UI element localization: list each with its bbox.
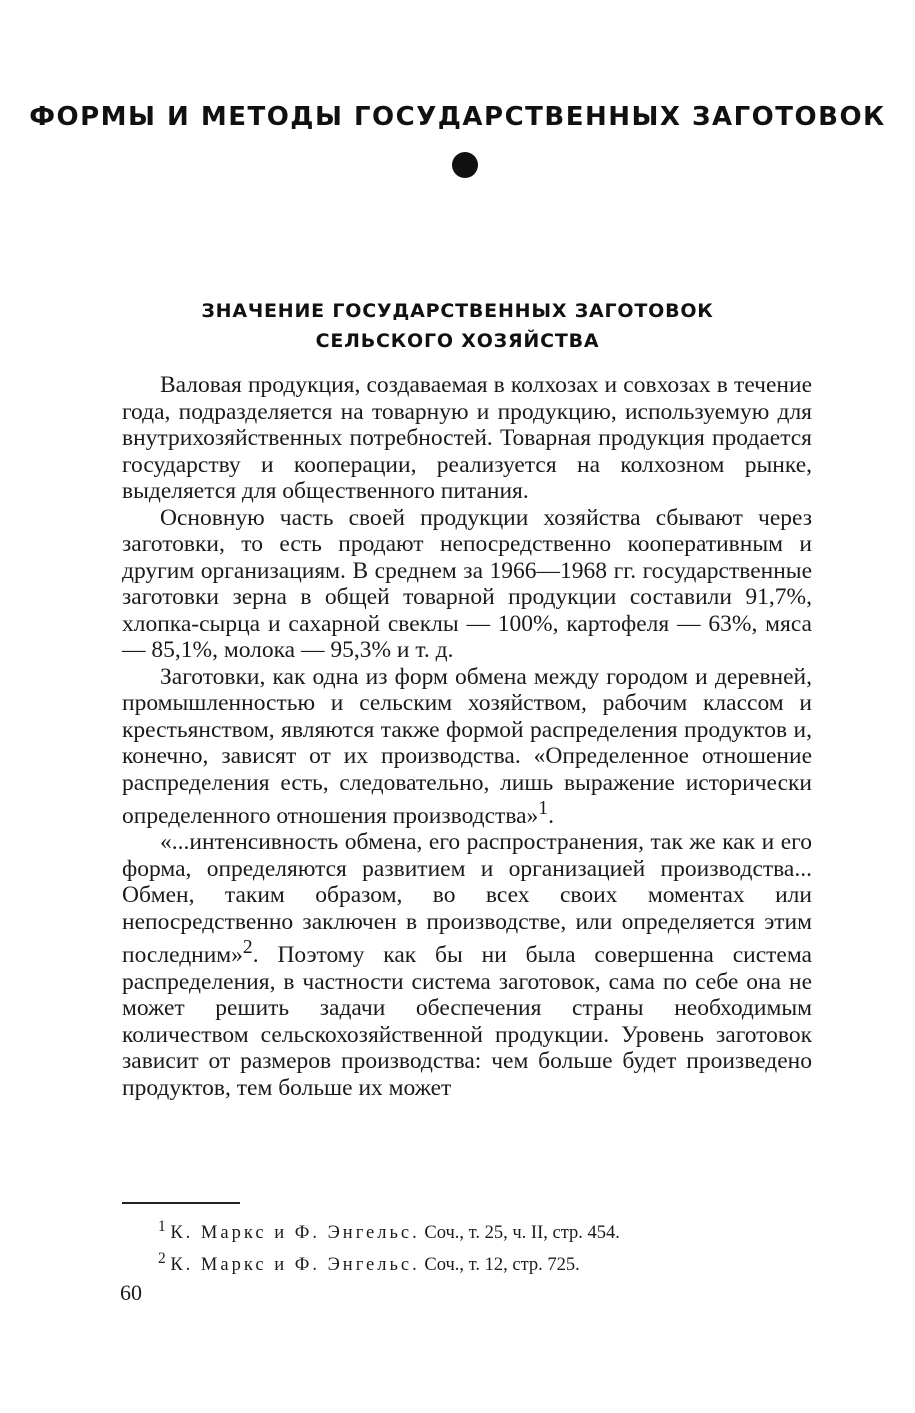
- page-number: 60: [120, 1280, 142, 1305]
- footnote-ref: 1: [538, 798, 549, 819]
- footnote-source: Соч., т. 12, стр. 725.: [424, 1255, 580, 1276]
- footnotes: [158, 1214, 620, 1278]
- paragraph-text: Основную часть своей продукции хозяйства сбывают через заготовки, то есть продают непосредственно кооперативным и другим организациям. В среднем за 1966—1968 гг. государственные заготовки зерна в общей товарной продукции составили 91,7%, хлопка-сырца и сахарной свеклы — 100%, картофеля — 63%, мяса — 85,1%, молока — 95,3% и т. д.: [122, 504, 812, 663]
- section-title-line-1: ЗНАЧЕНИЕ ГОСУДАРСТВЕННЫХ ЗАГОТОВОК: [201, 300, 714, 322]
- paragraph-text: «...интенсивность обмена, его распространения, так же как и его форма, определяются развитием и организацией производства... Обмен, таким образом, во всех своих моментах или непосредственно заключен в производстве, или определяется этим последним»: [122, 829, 812, 969]
- footnote-mark: 1: [158, 1218, 166, 1235]
- footnote-author: К. Маркс и Ф. Энгельс.: [170, 1255, 420, 1276]
- paragraph-text: . Поэтому как бы ни была совершенна система распределения, в частности система заготовок, сама по себе она не может решить задачи обеспечения страны необходимым количеством сельскохозяйственной продукции. Уровень заготовок зависит от размеров производства: чем больше будет произведено продуктов, тем больше их может: [122, 942, 812, 1101]
- paragraph: [122, 372, 812, 505]
- section-title: [0, 296, 915, 356]
- footnote-source: Соч., т. 25, ч. II, стр. 454.: [424, 1223, 620, 1244]
- paragraph: Заготовки, как одна из форм обмена между городом и деревней, промышленностью и сельским хозяйством, рабочим классом и крестьянством, являются также формой распределения продуктов и, конечно, зависят от их производства. «Определенное отношение распределения есть, следовательно, лишь выражение исторически определенного отношения производства»$^1$.: [122, 663, 812, 829]
- footnote-mark: 2: [158, 1250, 166, 1268]
- footnote-divider: [122, 1202, 240, 1204]
- footnote-author: К. Маркс и Ф. Энгельс.: [170, 1223, 420, 1244]
- chapter-title: ФОРМЫ И МЕТОДЫ ГОСУДАРСТВЕННЫХ ЗАГОТОВОК: [29, 102, 886, 132]
- paragraph: [122, 829, 812, 1101]
- bullet-ornament-icon: [452, 152, 478, 178]
- section-title-line-2: СЕЛЬСКОГО ХОЗЯЙСТВА: [315, 330, 600, 352]
- footnote-ref: 2: [242, 937, 253, 959]
- footnote-item: [158, 1214, 620, 1246]
- footnote-item: [158, 1246, 620, 1278]
- paragraph-text: Заготовки, как одна из форм обмена между городом и деревней, промышленностью и сельским хозяйством, рабочим классом и крестьянством, являются также формой распределения продуктов и, конечно, зависят от их производства. «Определенное отношение распределения есть, следовательно, лишь выражение исторически определенного отношения производства»: [122, 663, 812, 829]
- paragraph-text: Валовая продукция, создаваемая в колхозах и совхозах в течение года, подразделяется на товарную и продукцию, используемую для внутрихозяйственных потребностей. Товарная продукция продается государству и кооперации, реализуется на колхозном рынке, выделяется для общественного питания.: [122, 372, 812, 504]
- paragraph: [122, 505, 812, 664]
- body-text: [122, 372, 812, 1101]
